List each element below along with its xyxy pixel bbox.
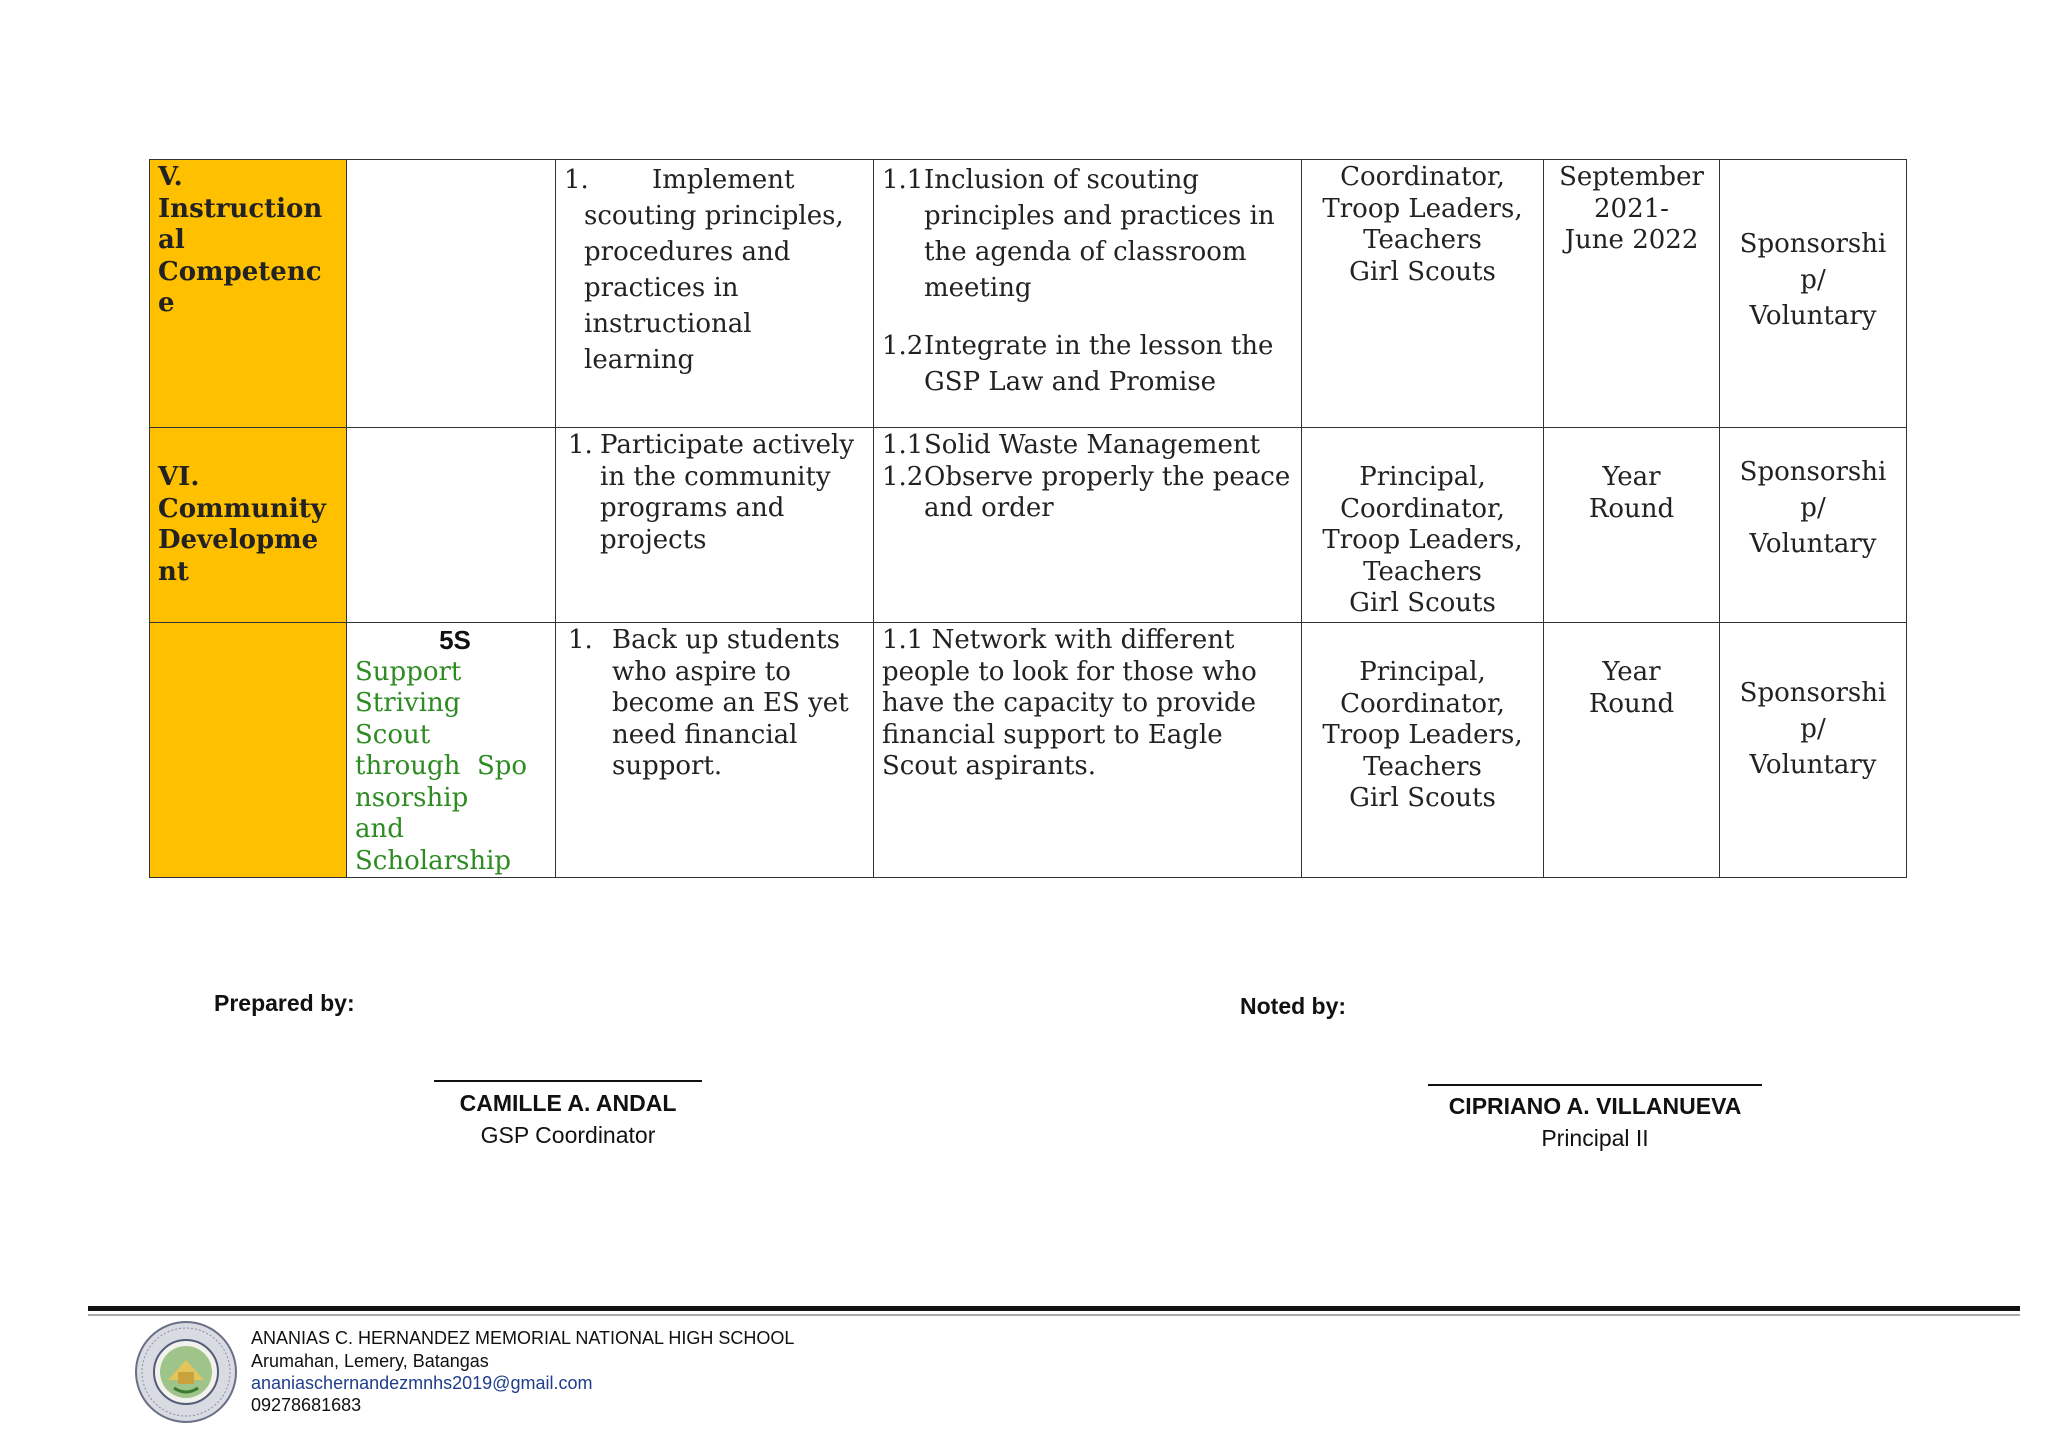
activities-cell bbox=[874, 623, 1302, 878]
person-line: Teachers bbox=[1363, 751, 1482, 782]
sub-area-line: Support bbox=[355, 656, 462, 687]
person-line: Coordinator, bbox=[1340, 162, 1505, 192]
sub-area-line: and bbox=[355, 814, 404, 844]
sub-area-line: Scout bbox=[355, 719, 431, 750]
activity-text: Observe properly the peace and order bbox=[924, 461, 1291, 523]
activity-number: 1.2 bbox=[882, 461, 924, 492]
noted-name: CIPRIANO A. VILLANUEVA bbox=[1448, 1093, 1742, 1119]
sub-area-line: Scholarship bbox=[355, 845, 512, 876]
activities-cell bbox=[874, 160, 1302, 428]
time-line: 2021- bbox=[1594, 193, 1669, 224]
persons-involved-cell bbox=[1302, 160, 1544, 428]
person-line: Troop Leaders, bbox=[1322, 525, 1523, 555]
area-line: V. bbox=[158, 162, 183, 192]
objective-text: Participate actively in the community programs and projects bbox=[600, 430, 855, 555]
area-cell bbox=[150, 428, 347, 623]
budget-cell bbox=[1720, 428, 1907, 623]
prepared-position: GSP Coordinator bbox=[480, 1122, 656, 1148]
person-line: Coordinator, bbox=[1340, 688, 1505, 719]
person-line: Principal, bbox=[1359, 657, 1486, 687]
time-frame-cell bbox=[1544, 428, 1720, 623]
person-line: Troop Leaders, bbox=[1322, 193, 1523, 224]
noted-signature-line bbox=[1428, 1084, 1762, 1086]
sub-area-line: nsorship bbox=[355, 782, 469, 813]
time-line: September bbox=[1559, 162, 1704, 192]
footer-phone: 09278681683 bbox=[251, 1395, 362, 1415]
person-line: Girl Scouts bbox=[1349, 256, 1496, 287]
time-line: Year bbox=[1602, 462, 1661, 492]
budget-line: p/ bbox=[1800, 493, 1826, 523]
footer-address: Arumahan, Lemery, Batangas bbox=[251, 1351, 489, 1371]
activity-text: Solid Waste Management bbox=[924, 430, 1261, 460]
sub-area-line: through Spo bbox=[355, 751, 528, 781]
area-line: nt bbox=[158, 556, 189, 587]
objective-text: Implement scouting principles, procedures and practices in instructional learning bbox=[584, 165, 844, 375]
time-frame-cell bbox=[1544, 623, 1720, 878]
footer-email-link[interactable]: ananiaschernandezmnhs2019@gmail.com bbox=[251, 1373, 593, 1393]
footer-school-name: ANANIAS C. HERNANDEZ MEMORIAL NATIONAL HIGH SCHOOL bbox=[251, 1328, 795, 1348]
objective-cell bbox=[556, 428, 874, 623]
area-line: VI. bbox=[158, 462, 200, 492]
table-row bbox=[150, 623, 1907, 878]
prepared-name: CAMILLE A. ANDAL bbox=[459, 1090, 677, 1116]
time-frame-cell bbox=[1544, 160, 1720, 428]
activity-text: Integrate in the lesson the GSP Law and Promise bbox=[924, 331, 1274, 397]
sub-area-line: Striving bbox=[355, 688, 461, 718]
activity-number: 1.1 bbox=[882, 165, 924, 195]
sub-area-cell bbox=[347, 160, 556, 428]
person-line: Coordinator, bbox=[1340, 493, 1505, 524]
budget-line: Voluntary bbox=[1749, 750, 1877, 780]
objective-number: 1. bbox=[568, 625, 593, 655]
budget-cell bbox=[1720, 623, 1907, 878]
noted-position: Principal II bbox=[1541, 1125, 1649, 1151]
activity-text: 1.1 Network with different people to look for those who have the capacity to provide financial support to Eagle Scout aspirants. bbox=[882, 625, 1257, 781]
sub-area-cell bbox=[347, 623, 556, 878]
area-line: e bbox=[158, 288, 175, 318]
footer-divider bbox=[88, 1306, 2020, 1311]
person-line: Troop Leaders, bbox=[1322, 720, 1523, 750]
table-row bbox=[150, 160, 1907, 428]
budget-line: Voluntary bbox=[1749, 301, 1877, 331]
objective-text: Back up students who aspire to become an ES yet need financial support. bbox=[612, 625, 849, 781]
footer-divider-shadow bbox=[88, 1314, 2020, 1316]
budget-line: Sponsorshi bbox=[1739, 457, 1887, 487]
area-line: al bbox=[158, 225, 185, 255]
persons-involved-cell bbox=[1302, 623, 1544, 878]
noted-by-label: Noted by: bbox=[1240, 993, 1347, 1019]
activities-cell bbox=[874, 428, 1302, 623]
objective-number: 1. bbox=[568, 430, 593, 460]
budget-line: Sponsorshi bbox=[1739, 678, 1887, 708]
person-line: Teachers bbox=[1363, 556, 1482, 587]
time-line: June 2022 bbox=[1564, 225, 1699, 255]
objective-cell bbox=[556, 623, 874, 878]
time-line: Round bbox=[1588, 688, 1675, 719]
prepared-by-label: Prepared by: bbox=[214, 990, 355, 1016]
area-line: Community bbox=[158, 493, 326, 524]
objective-number: 1. bbox=[564, 165, 589, 195]
school-seal-icon bbox=[134, 1320, 238, 1424]
objective-cell bbox=[556, 160, 874, 428]
time-line: Round bbox=[1588, 493, 1675, 524]
area-cell bbox=[150, 623, 347, 878]
person-line: Teachers bbox=[1363, 225, 1482, 255]
budget-line: p/ bbox=[1800, 265, 1826, 295]
activity-number: 1.2 bbox=[882, 331, 924, 361]
sub-area-cell bbox=[347, 428, 556, 623]
activity-text: Inclusion of scouting principles and practices in the agenda of classroom meeting bbox=[924, 165, 1275, 303]
budget-line: Sponsorshi bbox=[1739, 229, 1887, 259]
action-plan-table bbox=[149, 159, 1907, 878]
person-line: Girl Scouts bbox=[1349, 783, 1496, 813]
prepared-signature-line bbox=[434, 1080, 702, 1082]
area-line: Competenc bbox=[158, 256, 322, 287]
sub-area-title: 5S bbox=[439, 625, 471, 655]
person-line: Principal, bbox=[1359, 462, 1486, 492]
area-cell bbox=[150, 160, 347, 428]
time-line: Year bbox=[1602, 657, 1661, 687]
area-line: Instruction bbox=[158, 193, 323, 224]
area-line: Developme bbox=[158, 525, 319, 555]
budget-line: Voluntary bbox=[1749, 529, 1877, 559]
persons-involved-cell bbox=[1302, 428, 1544, 623]
person-line: Girl Scouts bbox=[1349, 588, 1496, 618]
table-row bbox=[150, 428, 1907, 623]
activity-number: 1.1 bbox=[882, 430, 924, 460]
budget-line: p/ bbox=[1800, 714, 1826, 744]
budget-cell bbox=[1720, 160, 1907, 428]
